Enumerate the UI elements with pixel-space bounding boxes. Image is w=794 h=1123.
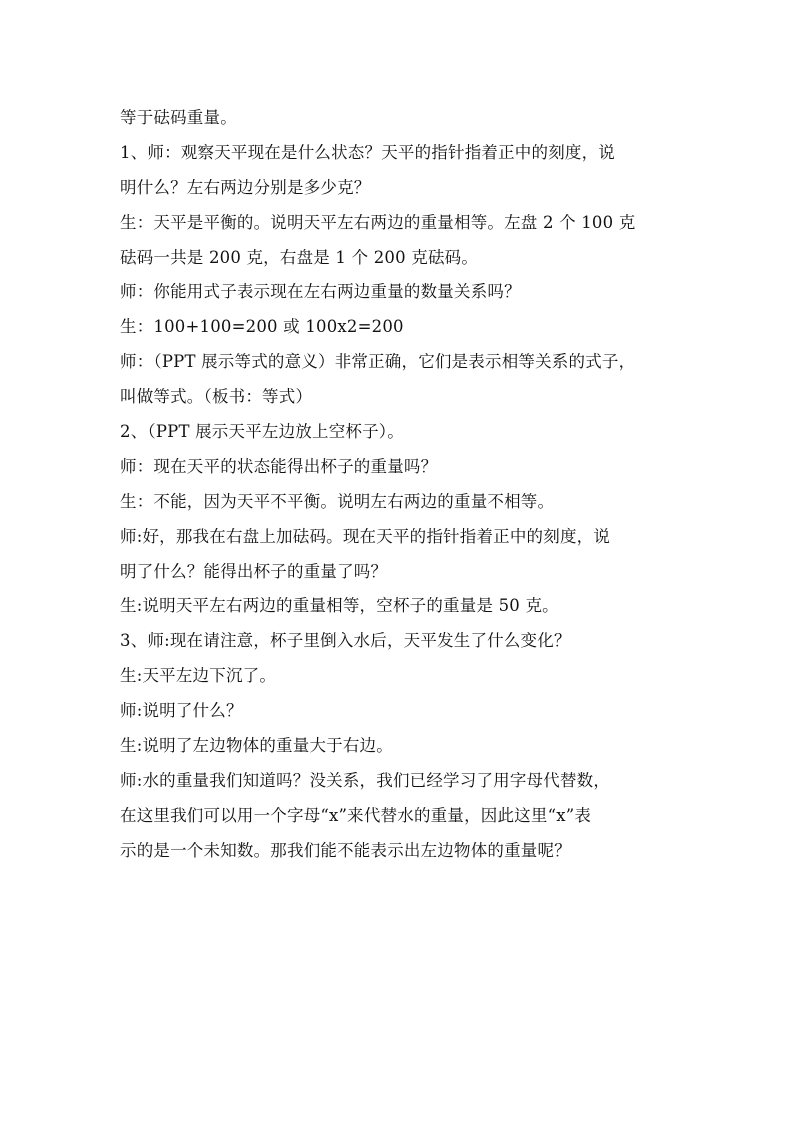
text-line: 生:说明了左边物体的重量大于右边。 (120, 736, 393, 756)
text-line: 等于砝码重量。 (120, 108, 237, 127)
text-line: 2、（PPT 展示天平左边放上空杯子）。 (120, 422, 404, 442)
text-line: 生:说明天平左右两边的重量相等，空杯子的重量是 50 克。 (120, 596, 559, 616)
text-line: 示的是一个未知数。那我们能不能表示出左边物体的重量呢？ (120, 840, 571, 860)
text-line: 师:说明了什么？ (120, 701, 243, 721)
text-line: 师：（PPT 展示等式的意义）非常正确，它们是表示相等关系的式子， (120, 352, 636, 372)
text-line: 师:水的重量我们知道吗？没关系，我们已经学习了用字母代替数， (120, 770, 611, 790)
text-line: 生:天平左边下沉了。 (120, 666, 277, 686)
text-line: 1、师：观察天平现在是什么状态？天平的指针指着正中的刻度，说 (120, 142, 615, 162)
text-line: 叫做等式。（板书：等式） (120, 387, 313, 407)
text-line: 生：不能，因为天平不平衡。说明左右两边的重量不相等。 (120, 491, 555, 511)
text-line: 砝码一共是 200 克，右盘是 1 个 200 克砝码。 (120, 247, 479, 267)
text-line: 师：现在天平的状态能得出杯子的重量吗？ (120, 456, 438, 476)
text-line: 师:好，那我在右盘上加砝码。现在天平的指针指着正中的刻度，说 (120, 526, 611, 546)
text-line: 明什么？左右两边分别是多少克？ (120, 177, 371, 197)
text-line: 在这里我们可以用一个字母“x”来代替水的重量，因此这里“x”表 (120, 805, 592, 825)
text-line: 生：100+100=200 或 100x2=200 (120, 317, 404, 337)
document-body (120, 104, 676, 872)
text-line: 生：天平是平衡的。说明天平左右两边的重量相等。左盘 2 个 100 克 (120, 212, 636, 232)
text-line: 明了什么？能得出杯子的重量了吗？ (120, 561, 388, 581)
text-line: 师：你能用式子表示现在左右两边重量的数量关系吗？ (120, 282, 521, 302)
text-line: 3、师:现在请注意，杯子里倒入水后，天平发生了什么变化？ (120, 631, 571, 651)
